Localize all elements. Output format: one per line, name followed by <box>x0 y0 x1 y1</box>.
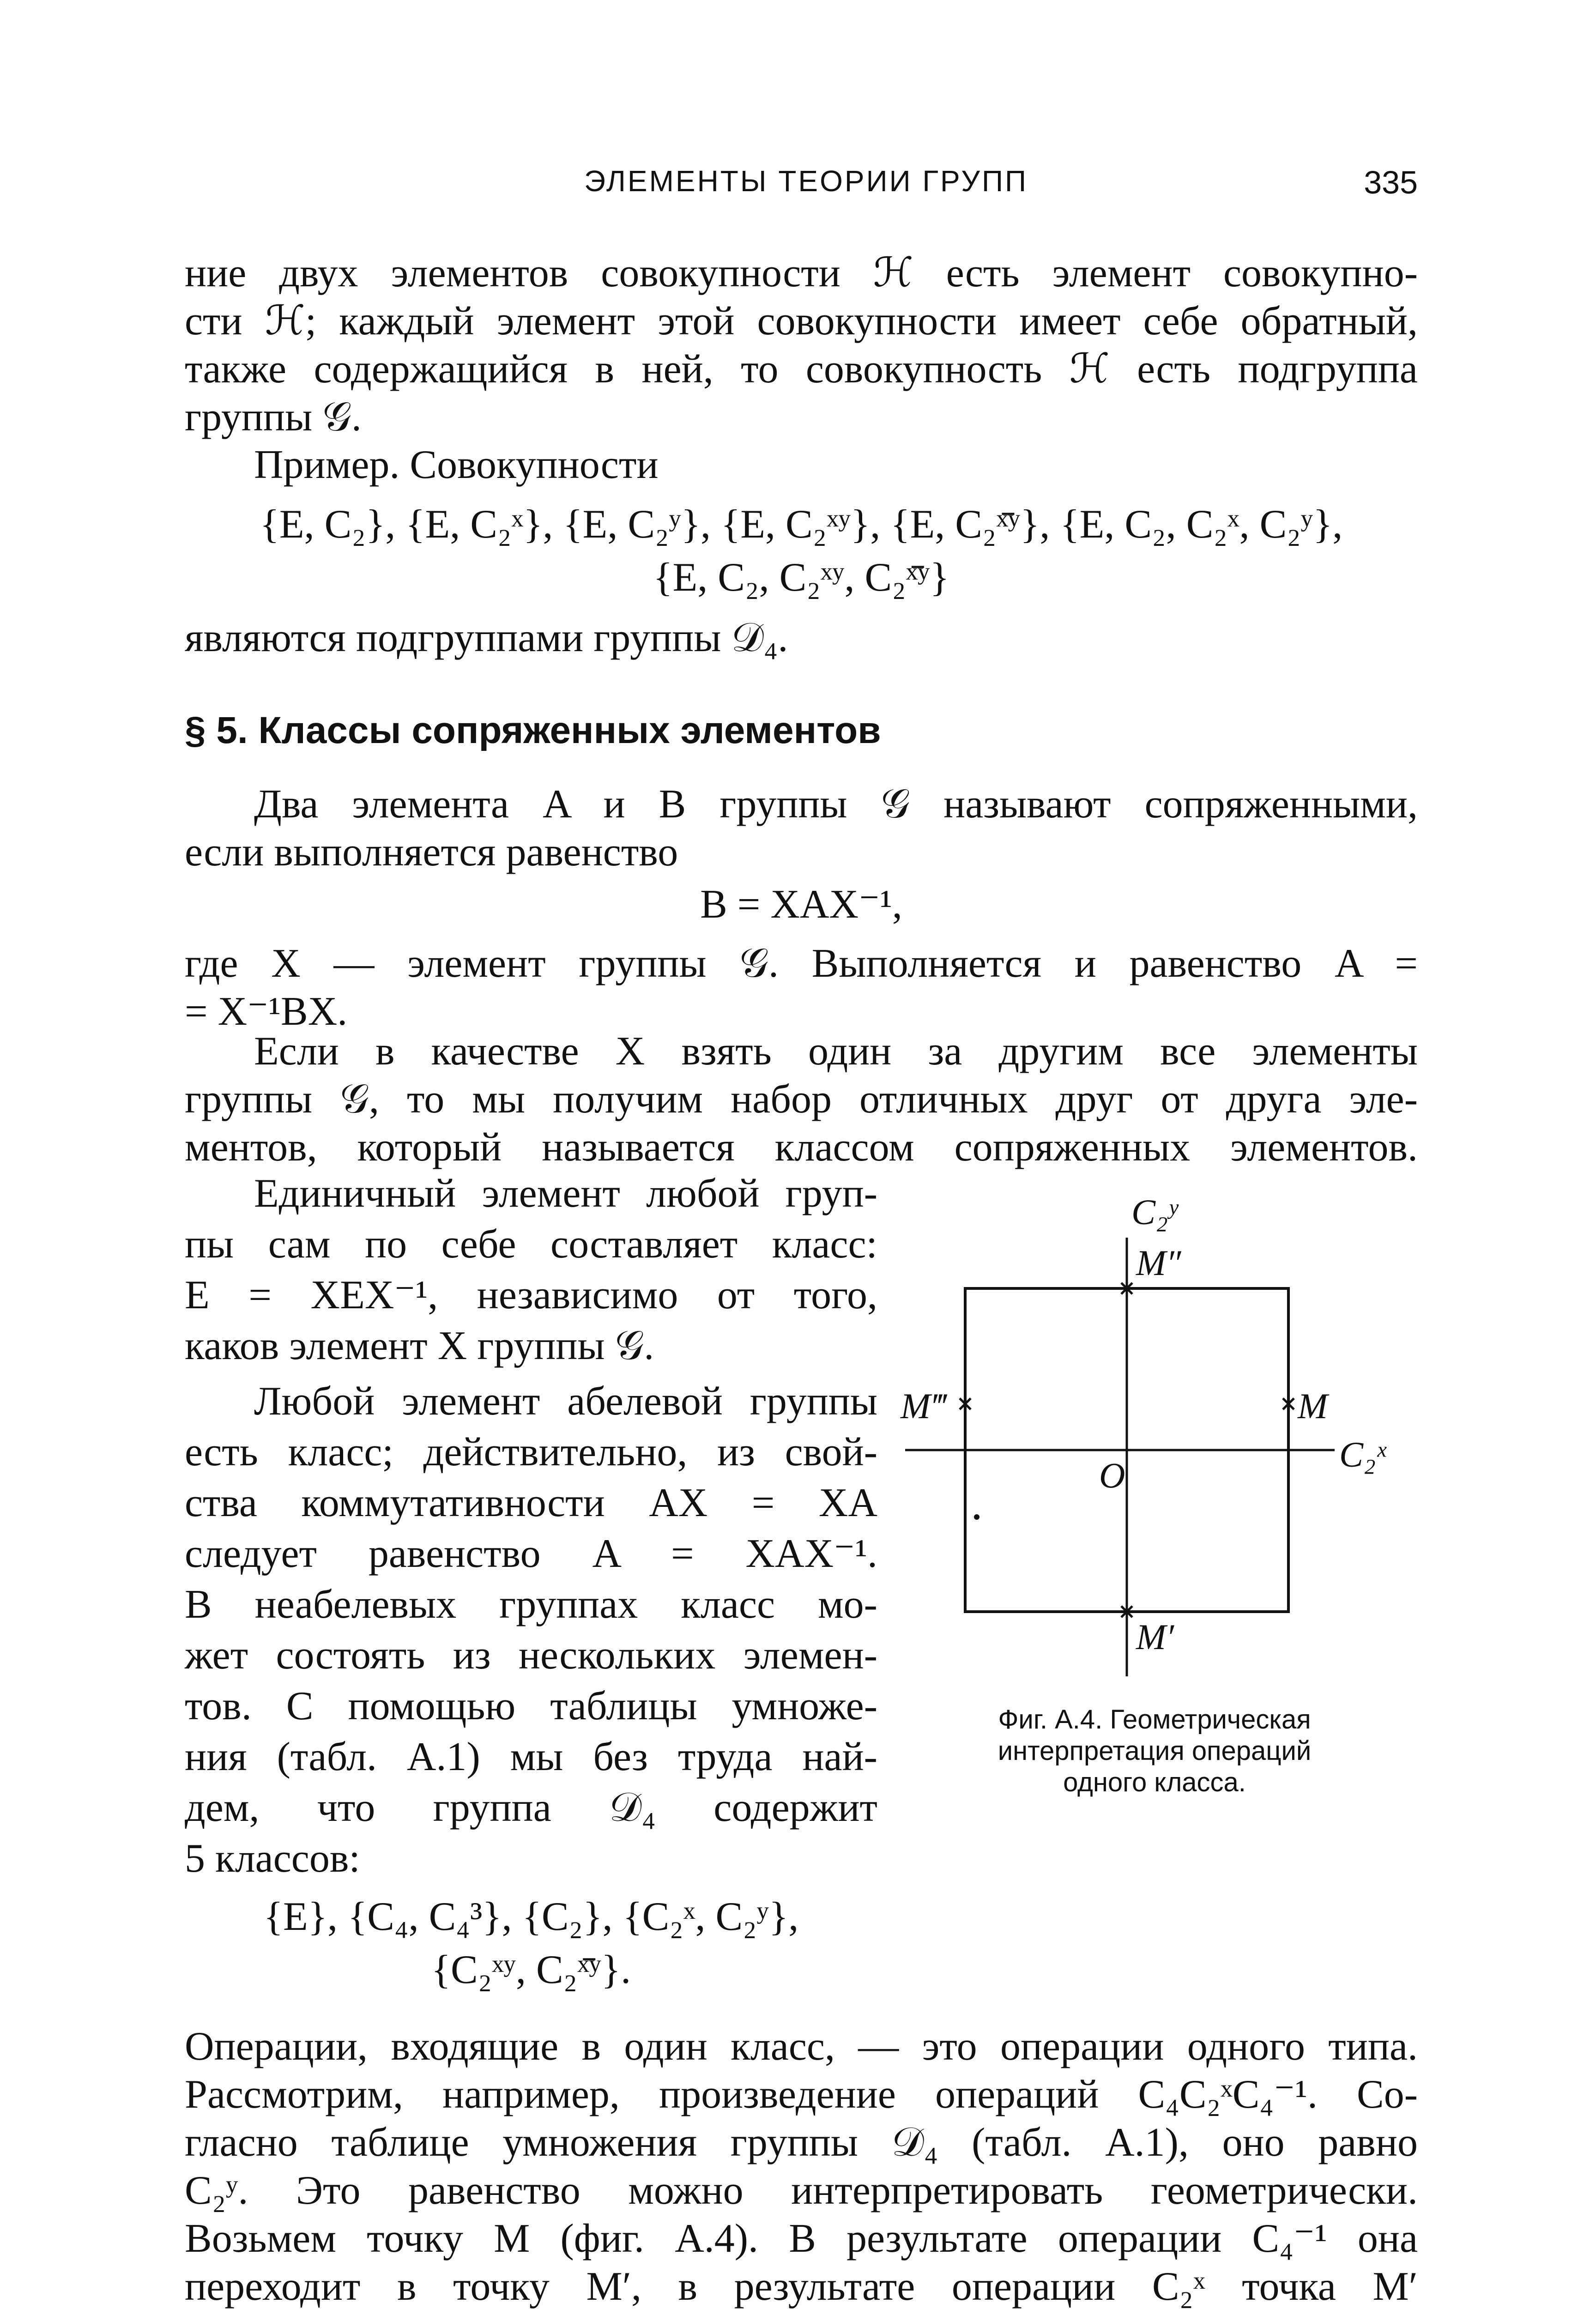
caption-line: интерпретация операций <box>998 1736 1312 1766</box>
example-intro <box>185 441 1418 489</box>
caption-line: одного класса. <box>1063 1767 1246 1797</box>
paragraph-class-definition <box>185 1028 1418 1172</box>
text-line: ния (табл. A.1) мы без труда най- <box>185 1735 877 1779</box>
point-label-m1: M′ <box>1136 1617 1174 1657</box>
figure-caption <box>896 1704 1413 1798</box>
text-line: Любой элемент абелевой группы <box>254 1379 877 1424</box>
text-line: Операции, входящие в один класс, — это операции одного типа. <box>185 2024 1418 2069</box>
text-line: каков элемент X группы 𝒢. <box>185 1324 654 1368</box>
page-header <box>185 164 1418 219</box>
text-line: пы сам по себе составляет класс: <box>185 1222 877 1267</box>
text-line: Пример. Совокупности <box>254 442 659 487</box>
axis-y-label: C₂ʸ <box>1131 1192 1178 1232</box>
text-line: 5 классов: <box>185 1836 360 1881</box>
point-label-m: M <box>1298 1386 1328 1426</box>
text-line: тов. С помощью таблицы умноже- <box>185 1684 877 1729</box>
section-title: § 5. Классы сопряженных элементов <box>185 709 881 751</box>
paragraph-geometric-interpretation <box>185 2023 1418 2309</box>
text-line: ментов, который называется классом сопряженных элементов. <box>185 1125 1418 1170</box>
text-line: Единичный элемент любой груп- <box>254 1171 877 1216</box>
text-line: где X — элемент группы 𝒢. Выполняется и равенство A = <box>185 941 1418 986</box>
text-line: переходит в точку M′, в результате операции C₂ˣ точка M′ <box>185 2264 1418 2309</box>
text-line: группы 𝒢. <box>185 395 362 440</box>
caption-line: Фиг. A.4. Геометрическая <box>998 1705 1311 1735</box>
example-conclusion <box>185 614 1418 662</box>
text-line: Если в качестве X взять один за другим все элементы <box>254 1029 1418 1074</box>
running-title: ЭЛЕМЕНТЫ ТЕОРИИ ГРУПП <box>584 164 1028 198</box>
conjugation-formula: B = XAX⁻¹, <box>700 882 902 927</box>
text-line: E = XEX⁻¹, независимо от того, <box>185 1273 877 1318</box>
text-line: есть класс; действительно, из свой- <box>185 1430 877 1475</box>
text-line: = X⁻¹BX. <box>185 989 348 1034</box>
figure-a4 <box>896 1173 1413 1856</box>
origin-label: O <box>1099 1455 1125 1495</box>
text-line: следует равенство A = XAX⁻¹. <box>185 1531 877 1576</box>
text-line: являются подгруппами группы 𝒟₄. <box>185 616 788 660</box>
text-line: Два элемента A и B группы 𝒢 называют сопряженными, <box>254 782 1418 827</box>
point-label-m2: M″ <box>1136 1243 1181 1283</box>
text-line: C₂ʸ. Это равенство можно интерпретировать геометрически. <box>185 2168 1418 2213</box>
paragraph-subgroup-definition <box>185 249 1418 441</box>
classes-line-1: {E}, {C₄, C₄³}, {C₂}, {C₂ˣ, C₂ʸ}, <box>263 1894 799 1939</box>
point-label-m3: M‴ <box>901 1386 946 1426</box>
text-line: если выполняется равенство <box>185 830 678 875</box>
classes-line-2: {C₂ˣʸ, C₂ˣ̄ʸ}. <box>431 1947 631 1992</box>
axis-x-label: C₂ˣ <box>1339 1434 1386 1475</box>
text-line: В неабелевых группах класс мо- <box>185 1582 877 1627</box>
subgroup-sets-line-1: {E, C₂}, {E, C₂ˣ}, {E, C₂ʸ}, {E, C₂ˣʸ}, {E, C₂ˣ̄ʸ}, {E, C₂, C₂ˣ, C₂ʸ}, <box>260 502 1343 547</box>
text-line: ние двух элементов совокупности ℋ есть элемент совокупно- <box>185 251 1418 296</box>
text-line: гласно таблице умножения группы 𝒟₄ (табл. A.1), оно равно <box>185 2120 1418 2165</box>
text-line: ства коммутативности AX = XA <box>185 1481 877 1525</box>
text-line: также содержащийся в ней, то совокупность ℋ есть подгруппа <box>185 347 1418 392</box>
text-line: Рассмотрим, например, произведение операций C₄C₂ˣC₄⁻¹. Со- <box>185 2072 1418 2117</box>
text-line: группы 𝒢, то мы получим набор отличных друг от друга эле- <box>185 1077 1418 1122</box>
text-line: сти ℋ; каждый элемент этой совокупности имеет себе обратный, <box>185 299 1418 344</box>
paragraph-identity-class <box>185 1168 877 1372</box>
text-line: Возьмем точку M (фиг. A.4). В результате операции C₄⁻¹ она <box>185 2216 1418 2261</box>
text-line: дем, что группа 𝒟₄ содержит <box>185 1785 877 1830</box>
page-number: 335 <box>1364 164 1418 200</box>
stray-dot <box>974 1514 979 1520</box>
paragraph-conjugate-continued <box>185 940 1418 1036</box>
paragraph-abelian-classes <box>185 1376 877 1884</box>
text-line: жет состоять из нескольких элемен- <box>185 1633 877 1678</box>
subgroup-sets-line-2: {E, C₂, C₂ˣʸ, C₂ˣ̄ʸ} <box>653 555 949 600</box>
paragraph-conjugate-definition <box>185 780 1418 876</box>
